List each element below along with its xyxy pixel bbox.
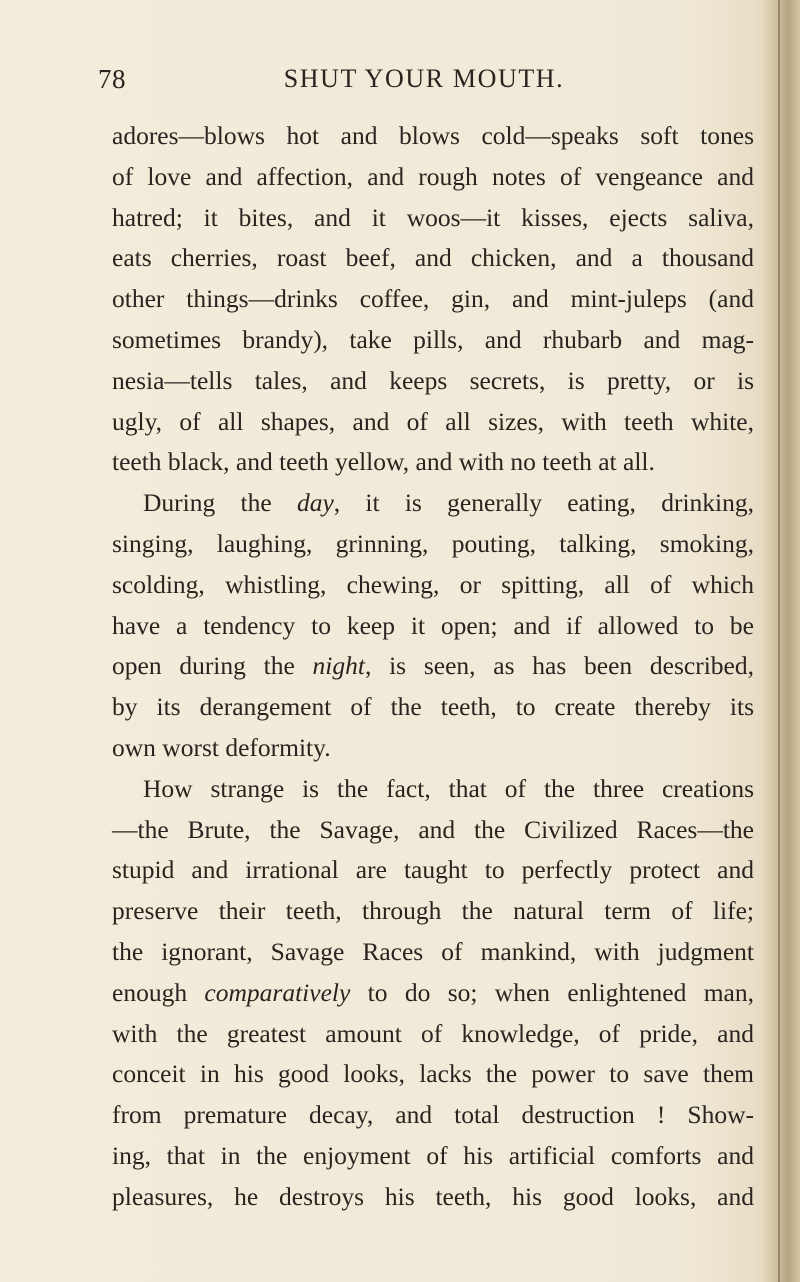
text-line: the ignorant, Savage Races of mankind, with judgment: [112, 936, 754, 966]
text-line: singing, laughing, grinning, pouting, talking, smoking,: [112, 528, 754, 558]
text-line: other things—drinks coffee, gin, and mint-juleps (and: [112, 284, 754, 314]
text-line: —the Brute, the Savage, and the Civilized Races—the: [112, 814, 754, 844]
text-line: from premature decay, and total destruction ! Show-: [112, 1100, 754, 1130]
running-head: SHUT YOUR MOUTH.: [283, 64, 565, 93]
text-line: conceit in his good looks, lacks the power to save them: [112, 1059, 754, 1089]
emphasized-word: night: [312, 651, 365, 681]
emphasized-word: day: [296, 488, 334, 518]
emphasized-word: comparatively: [204, 977, 351, 1007]
text-line: eats cherries, roast beef, and chicken, and a thousand: [112, 243, 754, 273]
paragraph-start-line: During the day, it is generally eating, drinking,: [143, 488, 754, 518]
text-line: scolding, whistling, chewing, or spitting, all of which: [112, 569, 754, 599]
page-number: 78: [98, 64, 126, 94]
paragraph-start-line: How strange is the fact, that of the three creations: [143, 773, 754, 803]
text-line: adores—blows hot and blows cold—speaks soft tones: [112, 121, 754, 150]
text-line: by its derangement of the teeth, to create thereby its: [112, 692, 754, 722]
text-line: stupid and irrational are taught to perfectly protect and: [112, 855, 754, 885]
text-line: pleasures, he destroys his teeth, his good looks, and: [112, 1181, 754, 1211]
text-line: nesia—tells tales, and keeps secrets, is pretty, or is: [112, 365, 754, 395]
body-text: [112, 116, 754, 1218]
page-gutter-line: [778, 0, 780, 1282]
text-line: open during the night, is seen, as has been described,: [112, 651, 754, 681]
text-line: with the greatest amount of knowledge, of pride, and: [112, 1018, 754, 1048]
text-line: ing, that in the enjoyment of his artificial comforts and: [112, 1140, 754, 1170]
text-line: of love and affection, and rough notes of vengeance and: [112, 161, 754, 191]
page-edge-shadow: [762, 0, 800, 1282]
text-line: enough comparatively to do so; when enlightened man,: [112, 977, 754, 1007]
text-line: own worst deformity.: [112, 732, 331, 762]
text-line: sometimes brandy), take pills, and rhubarb and mag-: [112, 324, 754, 354]
text-line: have a tendency to keep it open; and if allowed to be: [112, 610, 754, 640]
text-line: ugly, of all shapes, and of all sizes, with teeth white,: [112, 406, 754, 436]
text-line: hatred; it bites, and it woos—it kisses, ejects saliva,: [112, 202, 754, 232]
text-line: preserve their teeth, through the natural term of life;: [112, 896, 754, 926]
page-header: [98, 64, 750, 104]
text-line: teeth black, and teeth yellow, and with no teeth at all.: [112, 447, 655, 477]
